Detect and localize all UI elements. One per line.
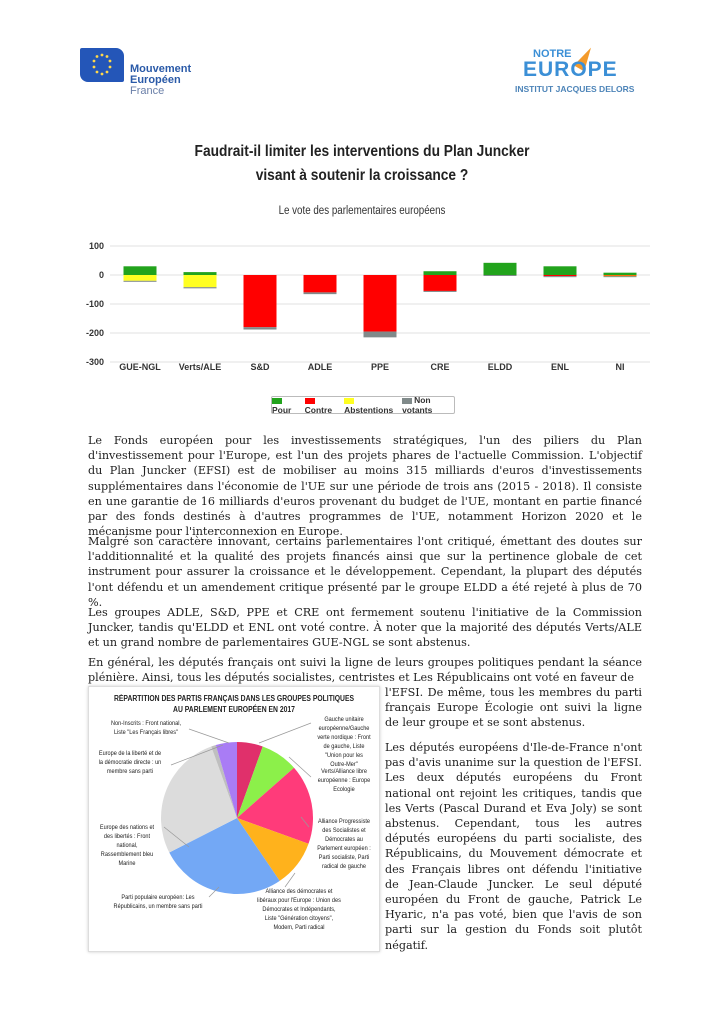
logo-line: NOTRE: [533, 48, 572, 60]
bar-segment-contre: [424, 275, 457, 291]
paragraph-groups: Les groupes ADLE, S&D, PPE et CRE ont fermement soutenu l'initiative de la Commission Juncker, tandis qu'ELDD et ENL ont voté contre. À noter que la majorité des députés Verts/ALE et un grand nombre de parlementaires GUE-NGL se sont abstenus.: [88, 606, 642, 650]
chart-subtitle: Le vote des parlementaires européens: [278, 205, 446, 217]
y-tick-label: 0: [98, 270, 104, 280]
bar-segment-contre: [544, 275, 577, 276]
title-line: visant à soutenir la croissance ?: [255, 167, 469, 184]
x-tick-label: Verts/ALE: [178, 362, 222, 372]
logo-mouvement-europeen: [80, 46, 210, 102]
pie-chart-figure: [88, 686, 380, 952]
pie-label-eldd: Europe de la liberté et de la démocratie directe : un membre sans parti: [98, 750, 162, 775]
y-tick-label: -100: [85, 299, 104, 309]
page-title: [51, 140, 674, 188]
bar-segment-pour: [184, 272, 217, 275]
paragraph-french-deputies: En général, les députés français ont suivi la ligne de leurs groupes politiques pendant la séance plénière. Ainsi, tous les députés socialistes, centristes et Les Républicains ont voté en faveur de: [88, 656, 642, 685]
bar-segment-non-votants: [304, 292, 337, 294]
legend-label: Pour: [272, 405, 292, 415]
bar-segment-non-votants: [244, 327, 277, 329]
legend-item-pour: [272, 395, 299, 415]
bar-segment-non-votants: [604, 276, 637, 277]
bar-segment-non-votants: [544, 276, 577, 277]
y-tick-label: 100: [88, 241, 104, 251]
logo-notre-europe: [515, 46, 660, 102]
pie-label-sd: Alliance Progressiste des Socialistes et Démocrates au Parlement européen : Parti socialiste, Parti radical de gauche: [317, 818, 371, 870]
x-tick-label: PPE: [370, 362, 390, 372]
logo-line: EUROPE: [523, 58, 618, 81]
legend-item-contre: [305, 395, 338, 415]
bar-segment-pour: [544, 266, 577, 275]
bar-segment-contre: [364, 275, 397, 332]
x-tick-label: ADLE: [307, 362, 333, 372]
legend-item-abstentions: [344, 395, 396, 415]
legend-label: Contre: [304, 405, 333, 415]
legend-swatch: [344, 398, 354, 404]
bar-segment-pour: [124, 266, 157, 275]
bar-segment-non-votants: [124, 281, 157, 282]
x-tick-label: S&D: [250, 362, 270, 372]
pie-label-enl: Europe des nations et des libertés : Front national, Rassemblement bleu Marine: [99, 824, 155, 867]
bar-segment-abstentions: [124, 275, 157, 281]
logo-line: France: [130, 85, 165, 97]
pie-label-gue: Gauche unitaire européenne/Gauche verte nordique : Front de gauche, Liste "Union pour les Outre-Mer": [317, 716, 371, 768]
legend-swatch: [305, 398, 315, 404]
leader-line: [259, 723, 311, 743]
x-tick-label: ENL: [551, 362, 569, 372]
logo-text: [130, 64, 191, 97]
bar-segment-contre: [304, 275, 337, 292]
paragraph-ile-de-france: Les députés européens d'Ile-de-France n'ont pas d'avis unanime sur la question de l'EFSI. Les deux députés européens du Front national ont rejoint les critiques, tandis que les Verts (Pascal Durand et Eva Joly) se sont abstenus. Cependant, tous les autres députés européens du parti socialiste, des Républicains, du Mouvement démocrate et des Français libres ont défendu l'initiative de Jean-Claude Juncker. Le seul député européen du Front de gauche, Patrick Le Hyaric, n'a pas voté, bien que l'avis de son parti sur la gestion du Fonds soit plutôt négatif.: [385, 741, 642, 952]
logo-line: INSTITUT JACQUES DELORS: [515, 84, 635, 94]
y-tick-label: -200: [85, 328, 104, 338]
title-line: Faudrait-il limiter les interventions du Plan Juncker: [194, 143, 530, 160]
x-tick-label: GUE-NGL: [119, 362, 161, 372]
bar-segment-non-votants: [364, 332, 397, 338]
paragraph-efsi-ecologie: l'EFSI. De même, tous les membres du parti français Europe Écologie ont suivi la ligne de leur groupe et se sont abstenus.: [385, 686, 642, 730]
paragraph-criticism: Malgré son caractère innovant, certains parlementaires l'ont critiqué, émettant des doutes sur l'additionnalité et la qualité des projets financés ainsi que sur la pertinence globale de cet instrument pour assurer la croissance et le développement. Cependant, la plupart des députés l'ont défendu et un amendement critique présenté par le groupe ELDD a été rejeté à plus de 70 %.: [88, 535, 642, 609]
leader-line: [189, 729, 229, 743]
bar-segment-pour: [484, 263, 517, 275]
logo-line: Mouvement: [130, 63, 192, 75]
pie-title-line: AU PARLEMENT EUROPÉEN EN 2017: [173, 705, 295, 714]
bar-segment-contre: [244, 275, 277, 327]
bar-segment-non-votants: [424, 291, 457, 292]
legend-label: Abstentions: [344, 405, 394, 415]
paragraph-intro: Le Fonds européen pour les investissements stratégiques, l'un des piliers du Plan d'investissement pour l'Europe, est l'un des projets phares de l'actuelle Commission. L'objectif du Plan Juncker (EFSI) est de mobiliser au moins 315 milliards d'euros d'investissements supplémentaires dans l'économie de l'UE sur une période de trois ans (2015 - 2018). Il consiste en une garantie de 16 milliards d'euros provenant du budget de l'UE, montant en partie financé par des fonds destinés à d'autres programmes de l'UE, notamment Horizon 2020 et le mécanisme pour l'interconnexion en Europe.: [88, 434, 642, 539]
pie-title-line: RÉPARTITION DES PARTIS FRANÇAIS DANS LES GROUPES POLITIQUES: [113, 694, 355, 703]
eu-flag-icon: [80, 48, 124, 82]
bar-segment-non-votants: [484, 275, 517, 276]
pie-label-ppe: Parti populaire européen: Les Républicains, un membre sans parti: [113, 894, 203, 910]
legend-item-non-votants: [402, 395, 454, 415]
pie-label-adle: Alliance des démocrates et libéraux pour l'Europe : Union des Démocrates et Indépendants, Liste "Génération citoyens", Modem, Parti radical: [257, 888, 341, 931]
logo-line: Européen: [130, 74, 181, 86]
chart-legend: [271, 396, 455, 414]
bar-segment-abstentions: [184, 275, 217, 287]
legend-swatch: [402, 398, 412, 404]
y-tick-label: -300: [85, 357, 104, 367]
bar-chart: [80, 236, 660, 421]
pie-label-ni: Non-Inscrits : Front national, Liste "Les Français libres": [110, 720, 182, 736]
legend-swatch: [272, 398, 282, 404]
x-tick-label: NI: [615, 362, 625, 372]
x-tick-label: CRE: [430, 362, 450, 372]
bar-segment-pour: [424, 271, 457, 275]
x-tick-label: ELDD: [487, 362, 513, 372]
pie-label-verts: Verts/Alliance libre européenne : Europe Ecologie: [317, 768, 371, 793]
bar-segment-non-votants: [184, 287, 217, 288]
legend-label: Non votants: [402, 395, 433, 415]
bar-segment-pour: [604, 273, 637, 275]
